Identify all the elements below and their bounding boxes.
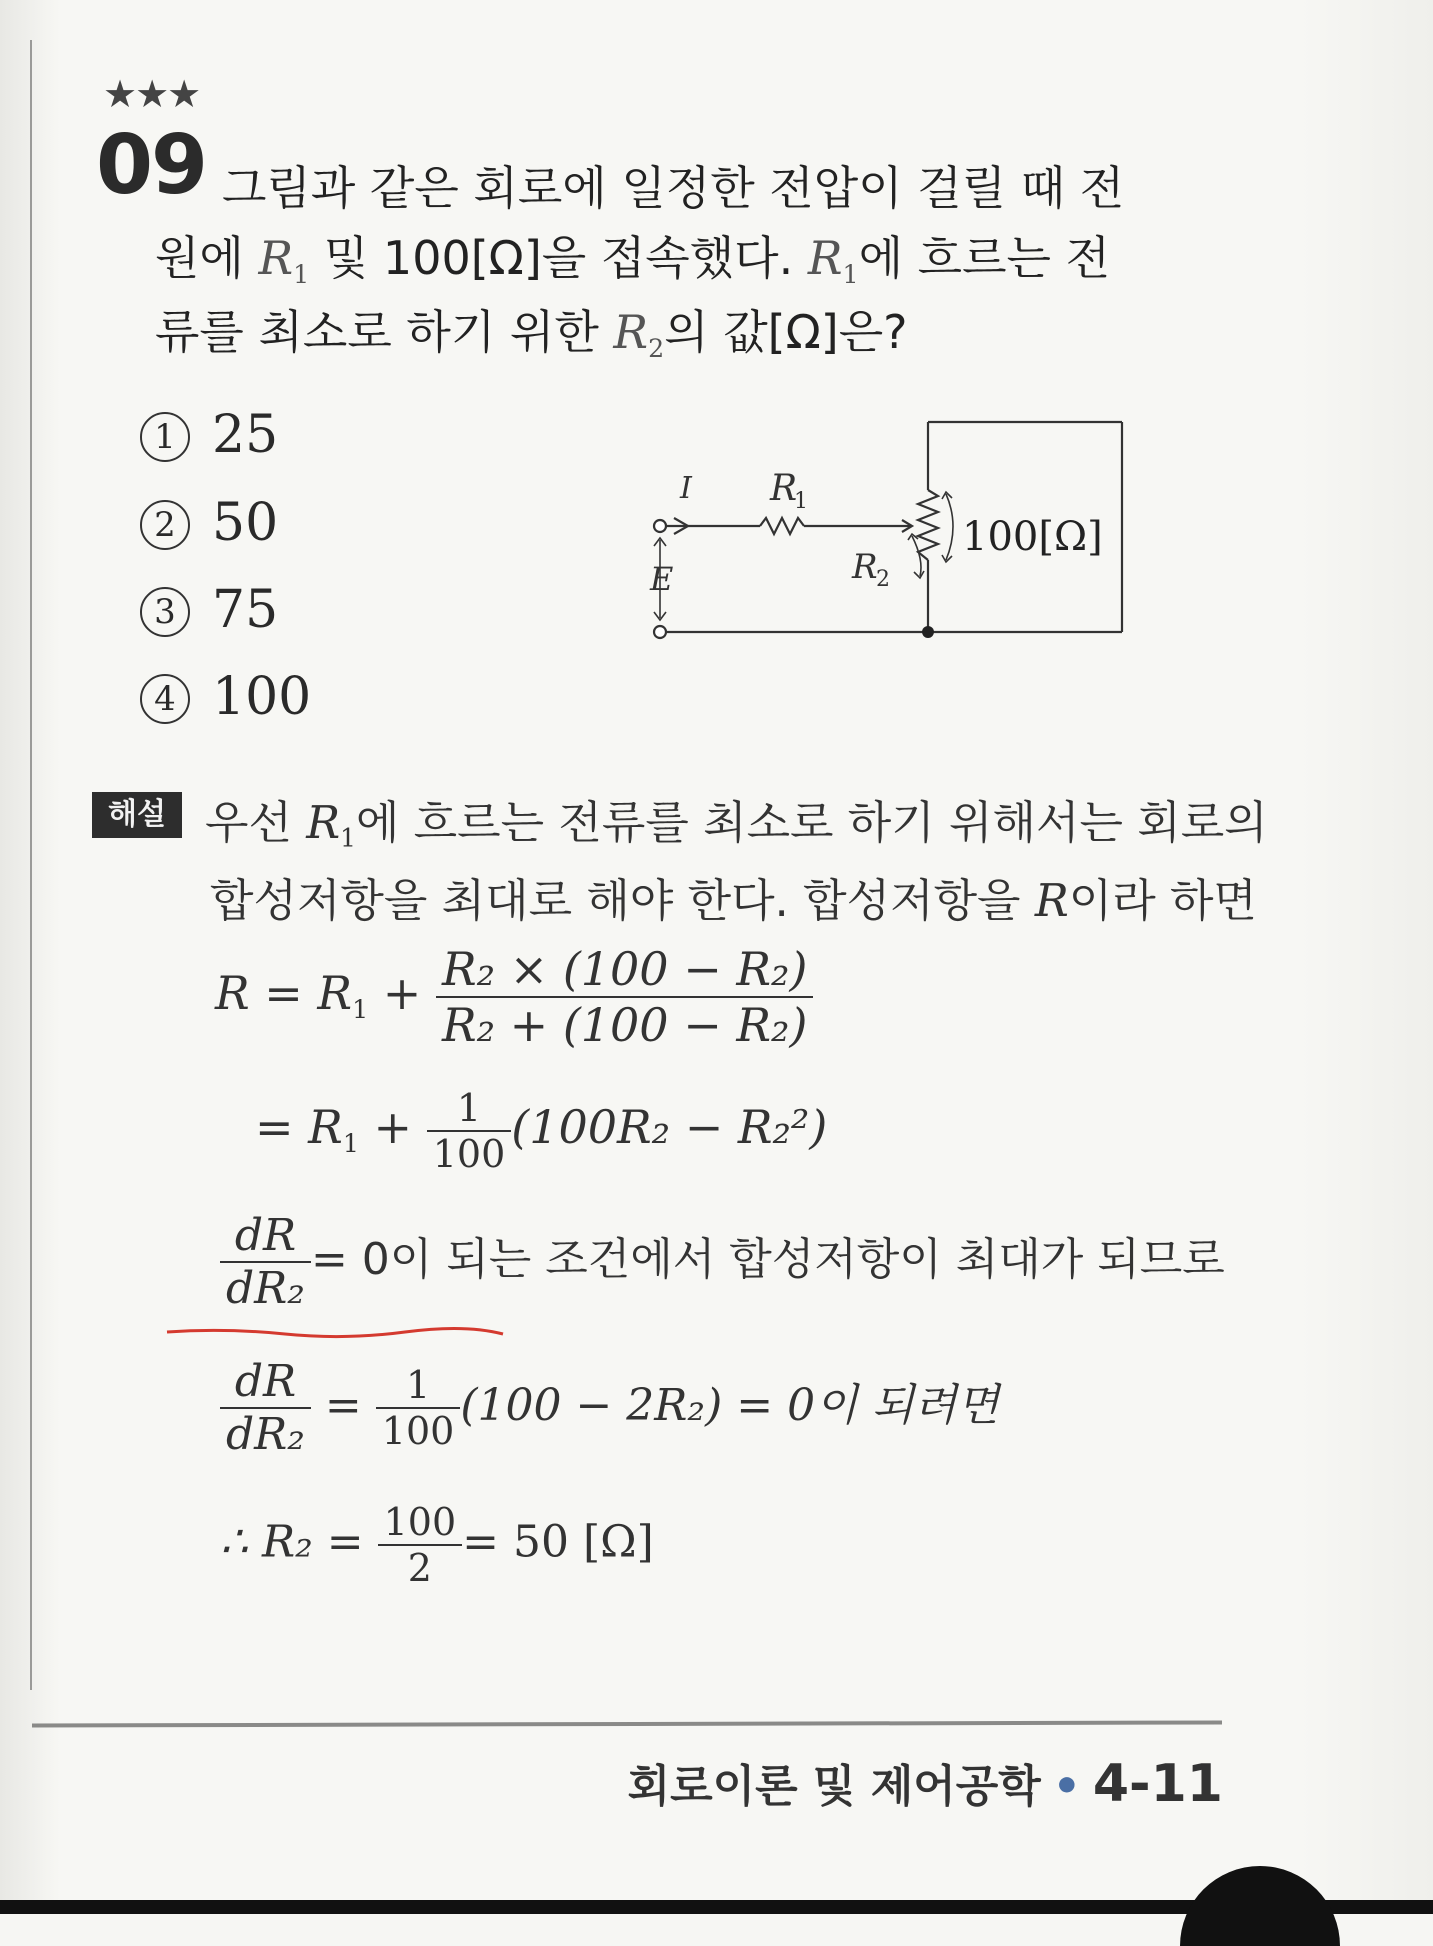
circuit-diagram (630, 400, 1150, 660)
r1-symbol-2: $R_1$ (807, 231, 859, 289)
deriv-den: dR₂ (220, 1407, 311, 1460)
r1-zigzag (760, 518, 804, 534)
r1-label (769, 468, 808, 514)
eq1-denominator: R₂ + (100 − R₂) (436, 996, 813, 1052)
question-line-2 (155, 222, 1110, 289)
choice-value-4: 100 (212, 667, 312, 727)
deriv-coef-fraction (376, 1363, 461, 1453)
r2-bracket (912, 536, 921, 576)
total-bracket (946, 494, 953, 560)
choice-2[interactable] (140, 493, 278, 553)
terminal-top (654, 520, 666, 532)
result-lhs: ∴ R₂ = (220, 1516, 364, 1568)
svg-text:R: R (852, 547, 878, 587)
choice-mark-1: 1 (140, 412, 190, 462)
solution-text-2b: 이라 하면 (1068, 874, 1257, 927)
eq2-rest: (100R₂ − R₂²) (511, 1100, 828, 1154)
cond-den: dR₂ (220, 1261, 311, 1314)
difficulty-stars: ★★★ (103, 72, 200, 116)
question-number: 09 (96, 118, 207, 213)
r2-arrow-down (914, 571, 924, 578)
footer-title: 회로이론 및 제어공학 (627, 1761, 1041, 1812)
svg-text:2: 2 (876, 567, 890, 592)
red-underline-annotation (165, 1320, 505, 1350)
result-num: 100 (383, 1500, 457, 1544)
svg-text:R: R (770, 468, 798, 509)
terminal-bottom (654, 626, 666, 638)
equation-2: = $R_1$ + $\frac{1}{100}$ (100R₂ − R₂²) (255, 1086, 828, 1176)
choice-3[interactable] (140, 580, 278, 640)
deriv-rest: (100 − 2R₂) = 0이 되려면 (460, 1380, 1000, 1431)
equation-1: $R = R_1$ + $\frac{\text{R₂ × (100 − R₂)}}{\text{R₂ + (100 − R₂)}}$ (215, 942, 813, 1052)
derivative-line: $\frac{dR}{\text{dR₂}}$ = $\frac{1}{100}$ (100 − 2R₂) = 0이 되려면 (220, 1356, 999, 1460)
eq2-frac-num: 1 (456, 1086, 482, 1130)
page-footer (628, 1750, 1223, 1814)
choice-4[interactable] (140, 667, 311, 727)
solution-line-1 (205, 786, 1268, 853)
eq2-frac-den: 100 (427, 1130, 512, 1176)
cond-fraction (220, 1210, 311, 1314)
result-fraction (378, 1500, 463, 1590)
choice-mark-3: 3 (140, 587, 190, 637)
question-text-2a: 원에 (155, 231, 259, 285)
source-label: E (650, 560, 674, 598)
solution-badge: 해설 (92, 792, 182, 838)
solution-text-2a: 합성저항을 최대로 해야 한다. 합성저항을 (210, 874, 1035, 927)
current-label: I (680, 471, 692, 506)
cond-num: dR (234, 1210, 297, 1261)
eq1-numerator: R₂ × (100 − R₂) (441, 942, 808, 996)
r2-symbol: $R_2$ (613, 305, 665, 363)
potentiometer-zigzag (918, 490, 938, 560)
r-inline: R (1034, 874, 1069, 927)
cond-text: = 0이 되는 조건에서 합성저항이 최대가 되므로 (310, 1234, 1225, 1285)
choice-value-1: 25 (212, 405, 279, 465)
resistor-100-label: 100[Ω] (962, 514, 1103, 560)
eq2-fraction (427, 1086, 512, 1176)
eq1-lhs: R = R (215, 966, 353, 1020)
solution-text-1b: 에 흐르는 전류를 최소로 하기 위해서는 회로의 (355, 796, 1268, 849)
solution-text-1a: 우선 (205, 796, 307, 849)
choice-1[interactable] (140, 405, 278, 465)
choice-value-3: 75 (212, 580, 279, 640)
choice-mark-2: 2 (140, 500, 190, 550)
question-text-1: 그림과 같은 회로에 일정한 전압이 걸릴 때 전 (222, 161, 1125, 215)
junction-dot (922, 626, 934, 638)
page-margin-rule (30, 40, 32, 1690)
r1-symbol: $R_1$ (258, 231, 310, 289)
solution-line-2 (210, 864, 1257, 929)
deriv-num: dR (234, 1356, 297, 1407)
choice-mark-4: 4 (140, 674, 190, 724)
result-den: 2 (378, 1544, 463, 1590)
question-text-2c: 에 흐르는 전 (858, 231, 1111, 285)
eq1-fraction (436, 942, 813, 1052)
question-text-3b: 의 값[Ω]은? (664, 305, 908, 359)
deriv-coef-num: 1 (405, 1363, 431, 1407)
footer-dot: • (1052, 1761, 1081, 1812)
r1-inline: $R_1$ (306, 796, 356, 853)
result-rest: = 50 [Ω] (462, 1516, 654, 1568)
question-text-2b: 및 100[Ω]을 접속했다. (309, 231, 808, 285)
page-number: 4-11 (1092, 1754, 1223, 1814)
question-line-1 (222, 152, 1124, 218)
r2-label (851, 547, 890, 592)
condition-line (220, 1210, 1225, 1314)
choice-value-2: 50 (212, 493, 279, 553)
question-line-3 (155, 296, 908, 363)
deriv-fraction (220, 1356, 311, 1460)
result-line (220, 1500, 654, 1590)
svg-text:1: 1 (794, 489, 808, 514)
question-text-3a: 류를 최소로 하기 위한 (155, 305, 614, 359)
deriv-coef-den: 100 (376, 1407, 461, 1453)
eq2-lhs: = R (255, 1100, 343, 1154)
